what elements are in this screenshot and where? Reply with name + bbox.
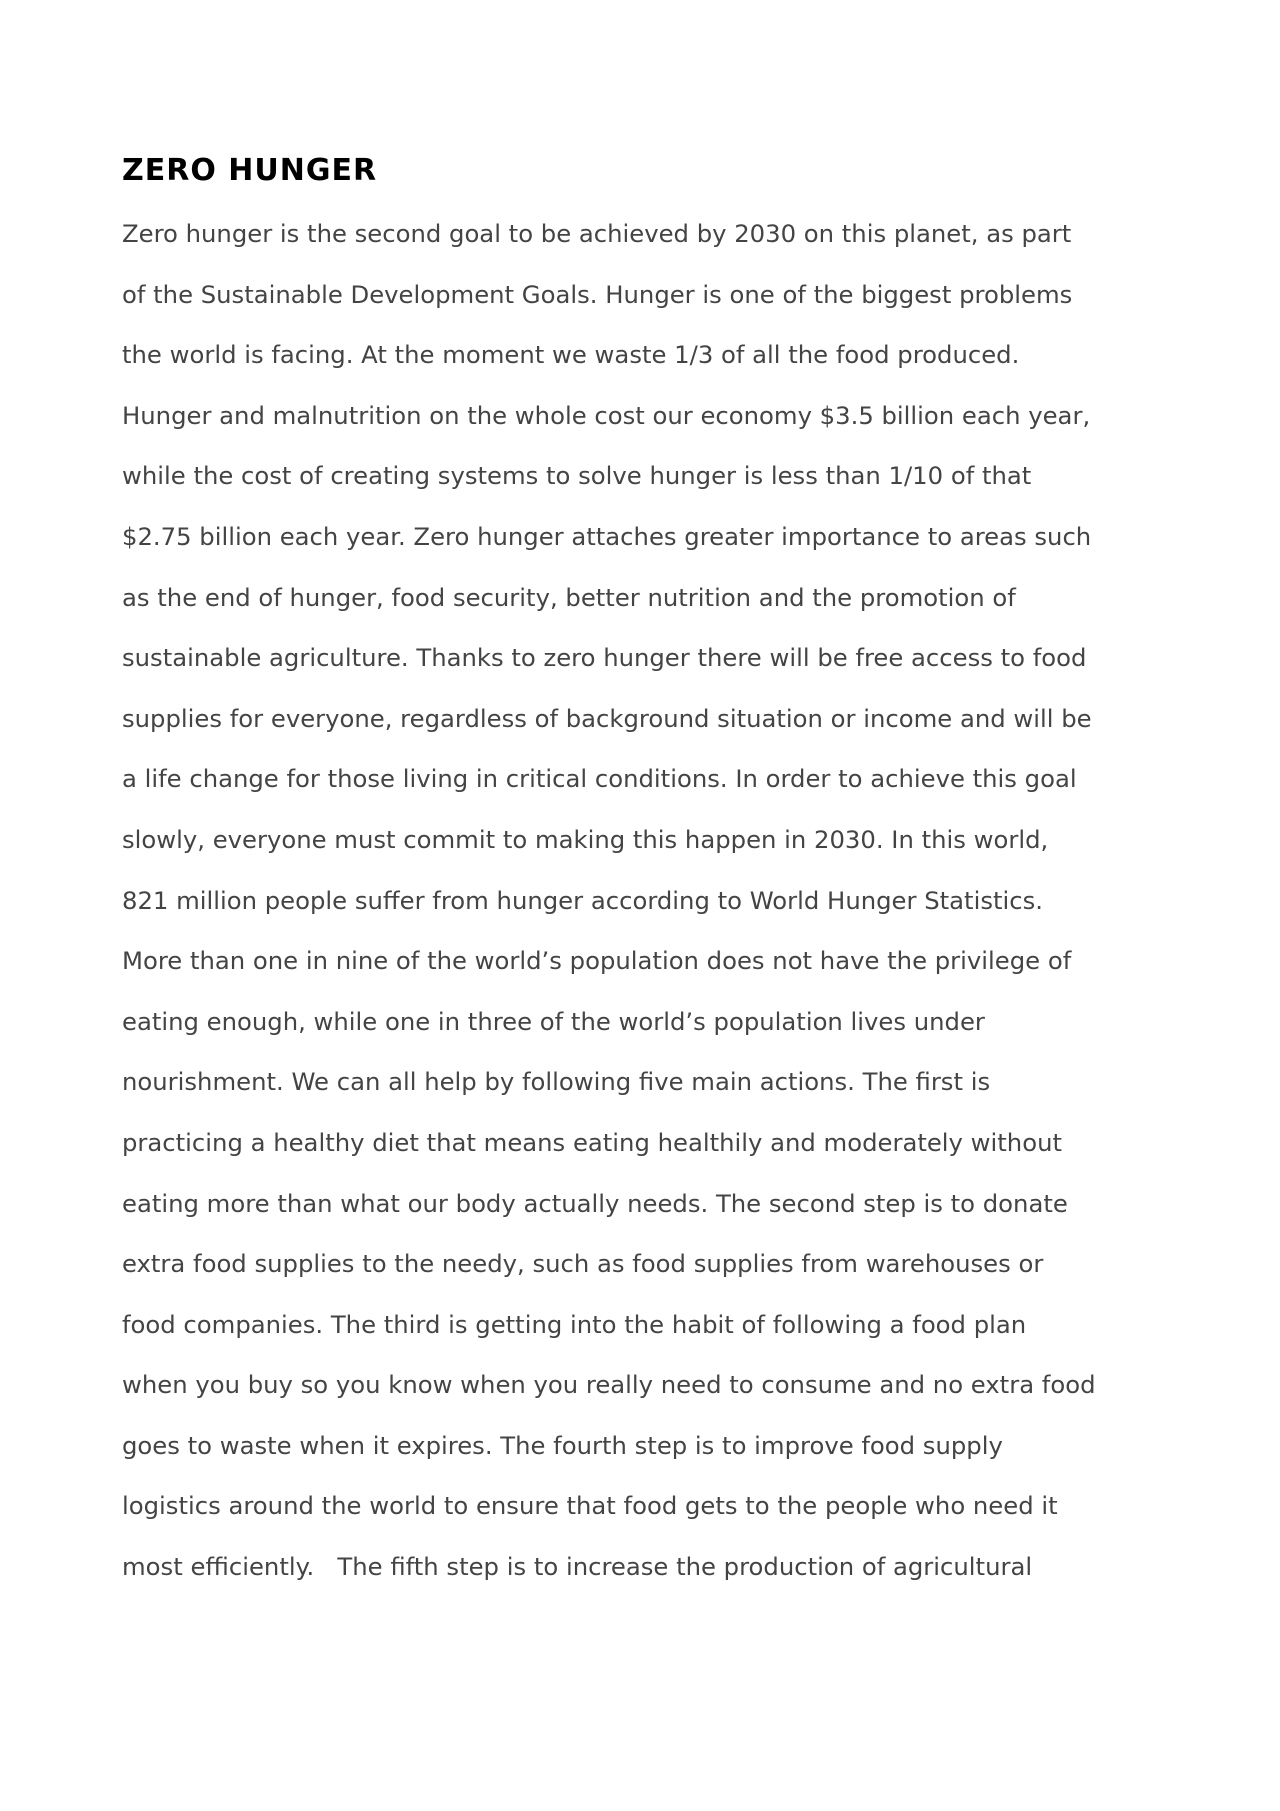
body-line: More than one in nine of the world’s population does not have the privilege of xyxy=(122,946,1072,976)
body-line: goes to waste when it expires. The fourth step is to improve food supply xyxy=(122,1430,1003,1460)
body-line: most efficiently. The fifth step is to increase the production of agricultural xyxy=(122,1552,1033,1582)
body-line: Zero hunger is the second goal to be achieved by 2030 on this planet, as part xyxy=(122,219,1072,248)
body-line: as the end of hunger, food security, better nutrition and the promotion of xyxy=(122,582,1016,612)
body-line: when you buy so you know when you really need to consume and no extra food xyxy=(122,1370,1096,1400)
body-line: food companies. The third is getting into the habit of following a food plan xyxy=(122,1309,1027,1339)
body-line: a life change for those living in critical conditions. In order to achieve this goal xyxy=(122,764,1077,794)
document-body xyxy=(122,214,1172,1608)
body-line: of the Sustainable Development Goals. Hunger is one of the biggest problems xyxy=(122,279,1073,309)
body-line: extra food supplies to the needy, such as food supplies from warehouses or xyxy=(122,1249,1044,1279)
document-title: ZERO HUNGER xyxy=(122,153,378,188)
body-line: the world is facing. At the moment we waste 1/3 of all the food produced. xyxy=(122,340,1020,370)
body-line: slowly, everyone must commit to making this happen in 2030. In this world, xyxy=(122,824,1049,854)
body-line: sustainable agriculture. Thanks to zero hunger there will be free access to food xyxy=(122,643,1087,673)
body-line: while the cost of creating systems to solve hunger is less than 1/10 of that xyxy=(122,461,1032,491)
body-line: nourishment. We can all help by following five main actions. The first is xyxy=(122,1067,991,1097)
body-line: $2.75 billion each year. Zero hunger attaches greater importance to areas such xyxy=(122,521,1092,551)
body-line: supplies for everyone, regardless of background situation or income and will be xyxy=(122,703,1092,733)
body-line: logistics around the world to ensure that food gets to the people who need it xyxy=(122,1491,1058,1521)
body-line: eating more than what our body actually needs. The second step is to donate xyxy=(122,1188,1068,1218)
body-line: 821 million people suffer from hunger according to World Hunger Statistics. xyxy=(122,885,1044,915)
body-line: Hunger and malnutrition on the whole cost our economy $3.5 billion each year, xyxy=(122,400,1091,430)
body-line: practicing a healthy diet that means eating healthily and moderately without xyxy=(122,1127,1062,1157)
body-line: eating enough, while one in three of the world’s population lives under xyxy=(122,1006,985,1036)
